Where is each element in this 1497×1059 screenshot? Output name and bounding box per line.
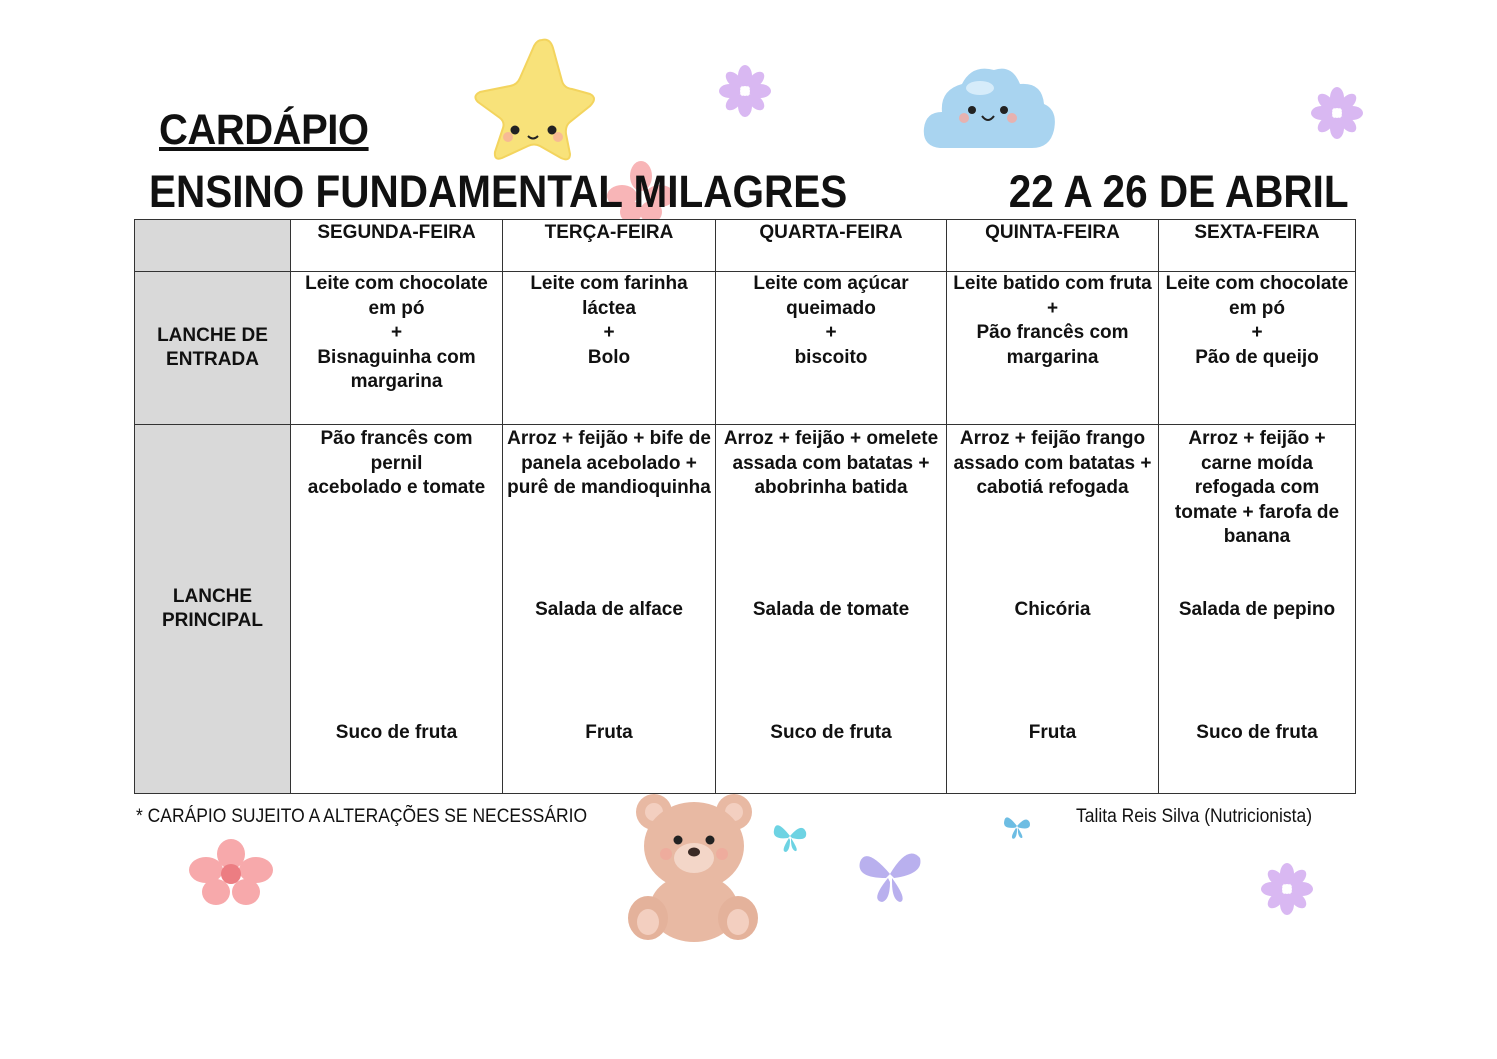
menu-line: refogada com — [1194, 477, 1320, 498]
menu-line: acebolado e tomate — [307, 477, 486, 498]
menu-line: Leite com açúcar — [753, 273, 909, 294]
main-dish — [1159, 427, 1355, 550]
menu-line: Pão francês com — [976, 322, 1129, 343]
flower-icon — [718, 64, 772, 118]
menu-line: margarina — [350, 371, 443, 392]
butterfly-icon — [1000, 810, 1034, 842]
menu-cell — [291, 425, 503, 794]
salad: Chicória — [1014, 599, 1091, 620]
salad: Salada de tomate — [752, 599, 910, 620]
menu-line: queimado — [786, 297, 876, 319]
menu-line: Leite com chocolate — [1165, 273, 1349, 294]
menu-line: + — [390, 322, 403, 343]
menu-table — [134, 219, 1356, 794]
menu-line: Pão francês com pernil — [320, 428, 473, 474]
dessert: Fruta — [1028, 722, 1077, 743]
nutritionist-signature: Talita Reis Silva (Nutricionista) — [1076, 806, 1313, 827]
menu-line: + — [1251, 322, 1263, 343]
row-label-line: LANCHE DE — [157, 324, 268, 346]
menu-line: Arroz + feijão + omelete — [723, 428, 939, 449]
menu-line: banana — [1223, 526, 1291, 547]
row-label-line: ENTRADA — [166, 349, 259, 370]
page-title: CARDÁPIO — [159, 106, 369, 154]
menu-line: + — [1046, 297, 1059, 319]
butterfly-icon — [770, 816, 810, 856]
menu-line: Leite com farinha — [530, 273, 688, 294]
row-label — [135, 425, 291, 794]
menu-line: Arroz + feijão + — [1188, 428, 1326, 449]
main-dish — [291, 427, 502, 501]
day-header: SEGUNDA-FEIRA — [291, 220, 503, 272]
corner-cell — [135, 220, 291, 272]
menu-line: Bolo — [587, 346, 631, 368]
menu-cell — [291, 272, 503, 425]
menu-cell — [716, 425, 947, 794]
menu-cell — [1159, 425, 1356, 794]
menu-line: Leite com chocolate — [305, 273, 488, 294]
menu-cell — [503, 272, 716, 425]
dessert: Suco de fruta — [335, 722, 458, 743]
main-dish — [947, 427, 1158, 501]
menu-line: assada com batatas + — [732, 452, 930, 474]
menu-line: biscoito — [794, 346, 868, 368]
table-row — [135, 272, 1356, 425]
menu-cell — [716, 272, 947, 425]
menu-line: margarina — [1006, 346, 1099, 368]
menu-line: Pão de queijo — [1195, 346, 1319, 368]
row-label — [135, 272, 291, 425]
salad: Salada de alface — [535, 599, 683, 620]
cloud-sticker — [920, 60, 1060, 160]
dessert: Suco de fruta — [1196, 722, 1318, 743]
menu-line: carne moída — [1201, 452, 1313, 474]
disclaimer-note: * CARÁPIO SUJEITO A ALTERAÇÕES SE NECESSÁRIO — [136, 806, 588, 827]
row-label-line: LANCHE — [172, 585, 253, 607]
menu-line: + — [825, 322, 837, 343]
teddy-bear-sticker — [626, 790, 760, 946]
salad: Salada de pepino — [1178, 599, 1336, 620]
menu-line: Leite batido com fruta — [953, 273, 1152, 294]
menu-line: láctea — [582, 297, 636, 319]
menu-cell — [503, 425, 716, 794]
menu-line: assado com batatas + — [953, 452, 1152, 474]
menu-line: em pó — [1229, 297, 1285, 319]
school-name: ENSINO FUNDAMENTAL MILAGRES — [149, 166, 848, 217]
menu-cell — [1159, 272, 1356, 425]
menu-line: Arroz + feijão + bife de — [507, 428, 711, 449]
butterfly-icon — [856, 844, 924, 906]
date-range: 22 A 26 DE ABRIL — [1009, 166, 1349, 217]
menu-line: Bisnaguinha com — [317, 346, 476, 368]
menu-line: purê de mandioquinha — [507, 477, 711, 498]
menu-line: Arroz + feijão frango — [959, 428, 1146, 449]
dessert: Fruta — [585, 722, 633, 743]
menu-cell — [947, 425, 1159, 794]
day-header: TERÇA-FEIRA — [503, 220, 716, 272]
menu-cell — [947, 272, 1159, 425]
menu-line: cabotiá refogada — [976, 477, 1129, 498]
flower-icon — [1310, 86, 1364, 140]
menu-line: panela acebolado + — [521, 452, 697, 474]
flower-icon — [1260, 862, 1314, 916]
day-header: QUINTA-FEIRA — [947, 220, 1159, 272]
menu-line: em pó — [368, 297, 425, 319]
day-header: QUARTA-FEIRA — [716, 220, 947, 272]
main-dish — [716, 427, 946, 501]
day-header: SEXTA-FEIRA — [1159, 220, 1356, 272]
table-row — [135, 425, 1356, 794]
row-label-line: PRINCIPAL — [162, 610, 263, 631]
flower-icon — [188, 838, 274, 908]
menu-line: abobrinha batida — [754, 477, 908, 498]
menu-line: + — [603, 322, 615, 343]
header-row — [135, 220, 1356, 272]
dessert: Suco de fruta — [770, 722, 892, 743]
main-dish — [503, 427, 715, 501]
menu-line: tomate + farofa de — [1174, 501, 1340, 523]
star-sticker — [470, 36, 600, 164]
